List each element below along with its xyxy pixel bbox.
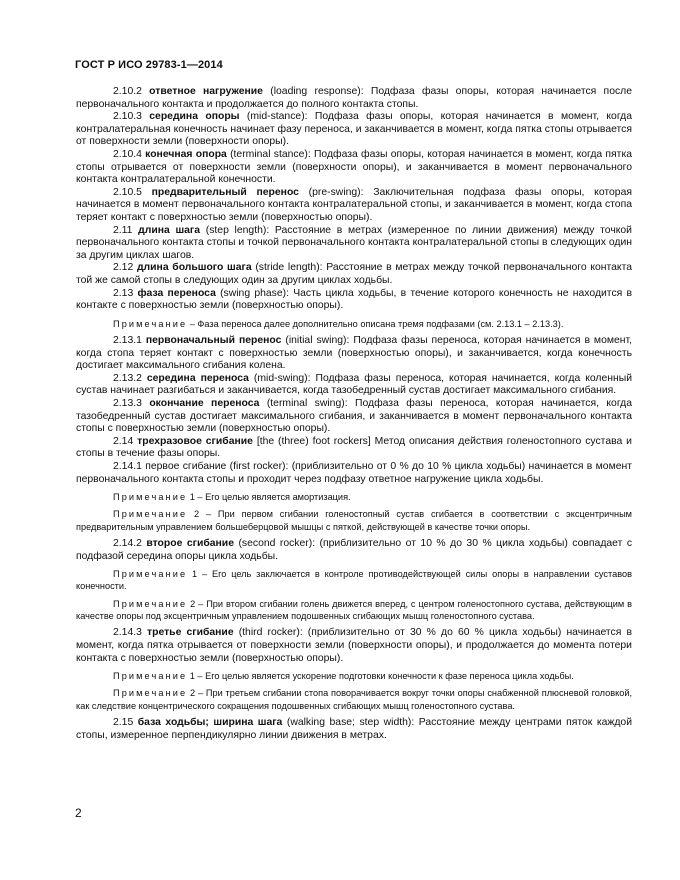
clause-2-15 bbox=[76, 717, 632, 742]
clause-text: (second rocker): (приблизительно от 10 % до 30 % цикла ходьбы) совпадает с подфазой середина опоры цикла ходьбы. bbox=[76, 538, 633, 562]
clause-term: первоначальный перенос bbox=[145, 334, 282, 346]
clause-text: (walking base; step width): Расстояние между центрами пяток каждой стопы, измеренное перпендикулярно линии движения в метрах. bbox=[76, 717, 632, 741]
clause-2-10-4 bbox=[76, 149, 632, 187]
clause-term: длина шага bbox=[138, 224, 201, 236]
clause-term: предварительный перенос bbox=[151, 186, 299, 198]
clause-2-11 bbox=[76, 225, 632, 263]
clause-number: 2.12 bbox=[113, 262, 134, 274]
note-label: Примечание bbox=[113, 569, 188, 580]
note-2-14-2-1 bbox=[76, 568, 632, 593]
note-label: Примечание bbox=[113, 598, 188, 609]
clause-2-14-1 bbox=[76, 461, 632, 486]
clause-number: 2.13 bbox=[113, 287, 134, 299]
clause-text: первое сгибание (first rocker): (приблизительно от 0 % до 10 % цикла ходьбы) начинается в момент первоначального контакта стопы и проходит через подфазу ответное нагружение цикла ходьбы. bbox=[76, 460, 632, 485]
clause-2-14-2 bbox=[76, 538, 632, 563]
clause-term: ответное нагружение bbox=[149, 86, 263, 97]
page-header: ГОСТ Р ИСО 29783-1—2014 bbox=[75, 59, 223, 71]
clause-term: окончание переноса bbox=[149, 397, 260, 409]
clause-text: (mid-stance): Подфаза фазы опоры, которая начинается в момент, когда контралатеральная конечность начинает фазу переноса, и заканчивается в момент, когда пятка стопы отрывается от поверхности земли (поверхности опоры). bbox=[76, 111, 632, 148]
clause-text: (loading response): Подфаза фазы опоры, которая начинается после первоначального контакта и продолжается до полного контакта стопы. bbox=[76, 86, 633, 110]
clause-term: третье сгибание bbox=[147, 627, 234, 639]
clause-text: (swing phase): Часть цикла ходьбы, в течение которого конечность не находится в контакте с поверхностью земли (поверхностью опоры). bbox=[76, 287, 633, 312]
clause-number: 2.13.3 bbox=[113, 397, 142, 409]
clause-number: 2.14.2 bbox=[113, 538, 142, 549]
clause-term: трехразовое сгибание bbox=[137, 435, 253, 447]
clause-2-14 bbox=[76, 436, 632, 461]
note-text: 2 – При втором сгибании голень движется вперед, с центром голеностопного сустава, действующим в качестве опоры под эксцентричным управлением подошвенных сгибающих мышц голеностопного сустава. bbox=[76, 598, 632, 622]
note-label: Примечание bbox=[113, 318, 188, 329]
clause-number: 2.10.5 bbox=[113, 186, 142, 198]
note-2-14-1-1 bbox=[76, 491, 632, 503]
clause-text: (third rocker): (приблизительно от 30 % до 60 % цикла ходьбы) начинается в момент, когда пятка отрывается от поверхности земли (поверхности опоры), и продолжается до момента потери контакта с поверхностью земли (поверхностью опоры). bbox=[76, 627, 632, 664]
clause-term: середина переноса bbox=[146, 372, 249, 384]
clause-text: [the (three) foot rockers] Метод описания действия голеностопного сустава и стопы в течение фазы опоры. bbox=[76, 435, 632, 460]
clause-2-12 bbox=[76, 262, 632, 287]
clause-number: 2.15 bbox=[113, 717, 134, 729]
clause-number: 2.10.4 bbox=[113, 148, 142, 160]
clause-text: (initial swing): Подфаза фазы переноса, которая начинается в момент, когда стопа теряет контакт с поверхностью земли (поверхностью опоры), и заканчивается, когда конечность достигает максимального сгибания колена. bbox=[76, 334, 633, 372]
clause-number: 2.10.2 bbox=[113, 86, 142, 97]
clause-2-10-3 bbox=[76, 111, 632, 149]
note-label: Примечание bbox=[113, 688, 188, 699]
clause-2-10-5 bbox=[76, 187, 632, 225]
note-2-14-3-2 bbox=[76, 687, 632, 712]
note-2-13 bbox=[76, 318, 632, 330]
note-text: 2 – При третьем сгибании стопа поворачивается вокруг точки опоры снабженной плюсневой головкой, как следствие концентрического сокращения подошвенных сгибающих мышц голеностопного сустава. bbox=[76, 688, 632, 711]
clause-number: 2.13.1 bbox=[113, 334, 142, 346]
clause-term: второе сгибание bbox=[146, 538, 234, 549]
note-text: 1 – Его целью является ускорение подготовки конечности к фазе переноса цикла ходьбы. bbox=[187, 671, 574, 682]
clause-term: конечная опора bbox=[145, 148, 227, 160]
note-text: – Фаза переноса далее дополнительно описана тремя подфазами (см. 2.13.1 – 2.13.3). bbox=[187, 318, 564, 329]
clause-2-13-3 bbox=[76, 398, 632, 436]
clause-term: фаза переноса bbox=[137, 287, 216, 299]
clause-text: (pre-swing): Заключительная подфаза фазы опоры, которая начинается в момент первоначального контакта контралатеральной стопы, и заканчивается в момент, когда стопа теряет контакт с поверхностью земли (поверхностью опоры). bbox=[76, 186, 632, 223]
clause-2-13-1 bbox=[76, 335, 632, 373]
note-text: 2 – При первом сгибании голеностопный сустав сгибается в соответствии с эксцентричным предварительным управлением большеберцовой мышцы с пяткой, действующей в качестве точки опоры. bbox=[76, 509, 632, 532]
clause-number: 2.13.2 bbox=[113, 372, 142, 384]
note-2-14-2-2 bbox=[76, 598, 632, 623]
clause-term: база ходьбы; ширина шага bbox=[137, 717, 283, 729]
note-text: 1 – Его целью является амортизация. bbox=[187, 492, 351, 503]
clause-text: (terminal stance): Подфаза фазы опоры, которая начинается в момент, когда пятка стопы отрывается от поверхности земли (поверхности опоры), и заканчивается в момент первоначального контакта контралатеральной конечности. bbox=[76, 148, 632, 186]
clause-2-13-2 bbox=[76, 373, 632, 398]
clause-text: (mid-swing): Подфаза фазы переноса, которая начинается, когда коленный сустав начинает разгибаться и заканчивается, когда тазобедренный сустав достигает максимального сгибания. bbox=[76, 372, 632, 397]
clause-number: 2.14.3 bbox=[113, 627, 142, 639]
clause-2-10-2 bbox=[76, 86, 632, 111]
note-2-14-3-1 bbox=[76, 670, 632, 682]
clause-2-13 bbox=[76, 288, 632, 313]
document-body bbox=[76, 86, 632, 742]
clause-text: (stride length): Расстояние в метрах между точкой первоначального контакта той же самой стопы в следующих один за другим циклах ходьбы. bbox=[76, 262, 632, 286]
clause-number: 2.10.3 bbox=[113, 111, 142, 123]
clause-term: длина большого шага bbox=[136, 262, 252, 274]
note-2-14-1-2 bbox=[76, 508, 632, 533]
note-text: 1 – Его цель заключается в контроле противодействующей силы опоры в направлении суставов конечности. bbox=[76, 569, 632, 592]
clause-2-14-3 bbox=[76, 627, 632, 665]
clause-number: 2.11 bbox=[113, 224, 133, 236]
note-label: Примечание bbox=[113, 492, 188, 503]
page-number: 2 bbox=[75, 806, 82, 820]
note-label: Примечание bbox=[113, 509, 188, 520]
note-label: Примечание bbox=[113, 671, 188, 682]
clause-text: (terminal swing): Подфаза фазы переноса, которая начинается, когда тазобедренный сустав достигает максимального сгибания, и заканчивается в момент первоначального контакта стопы с поверхностью земли (поверхностью опоры). bbox=[76, 397, 633, 435]
clause-number: 2.14.1 bbox=[113, 460, 142, 472]
clause-term: середина опоры bbox=[149, 111, 240, 123]
clause-text: (step length): Расстояние в метрах (измеренное по линии движения) между точкой первоначального контакта стопы и точкой первоначального контакта контралатеральной стопы в следующих один за другим циклах шагов. bbox=[76, 224, 632, 261]
clause-number: 2.14 bbox=[113, 435, 134, 447]
